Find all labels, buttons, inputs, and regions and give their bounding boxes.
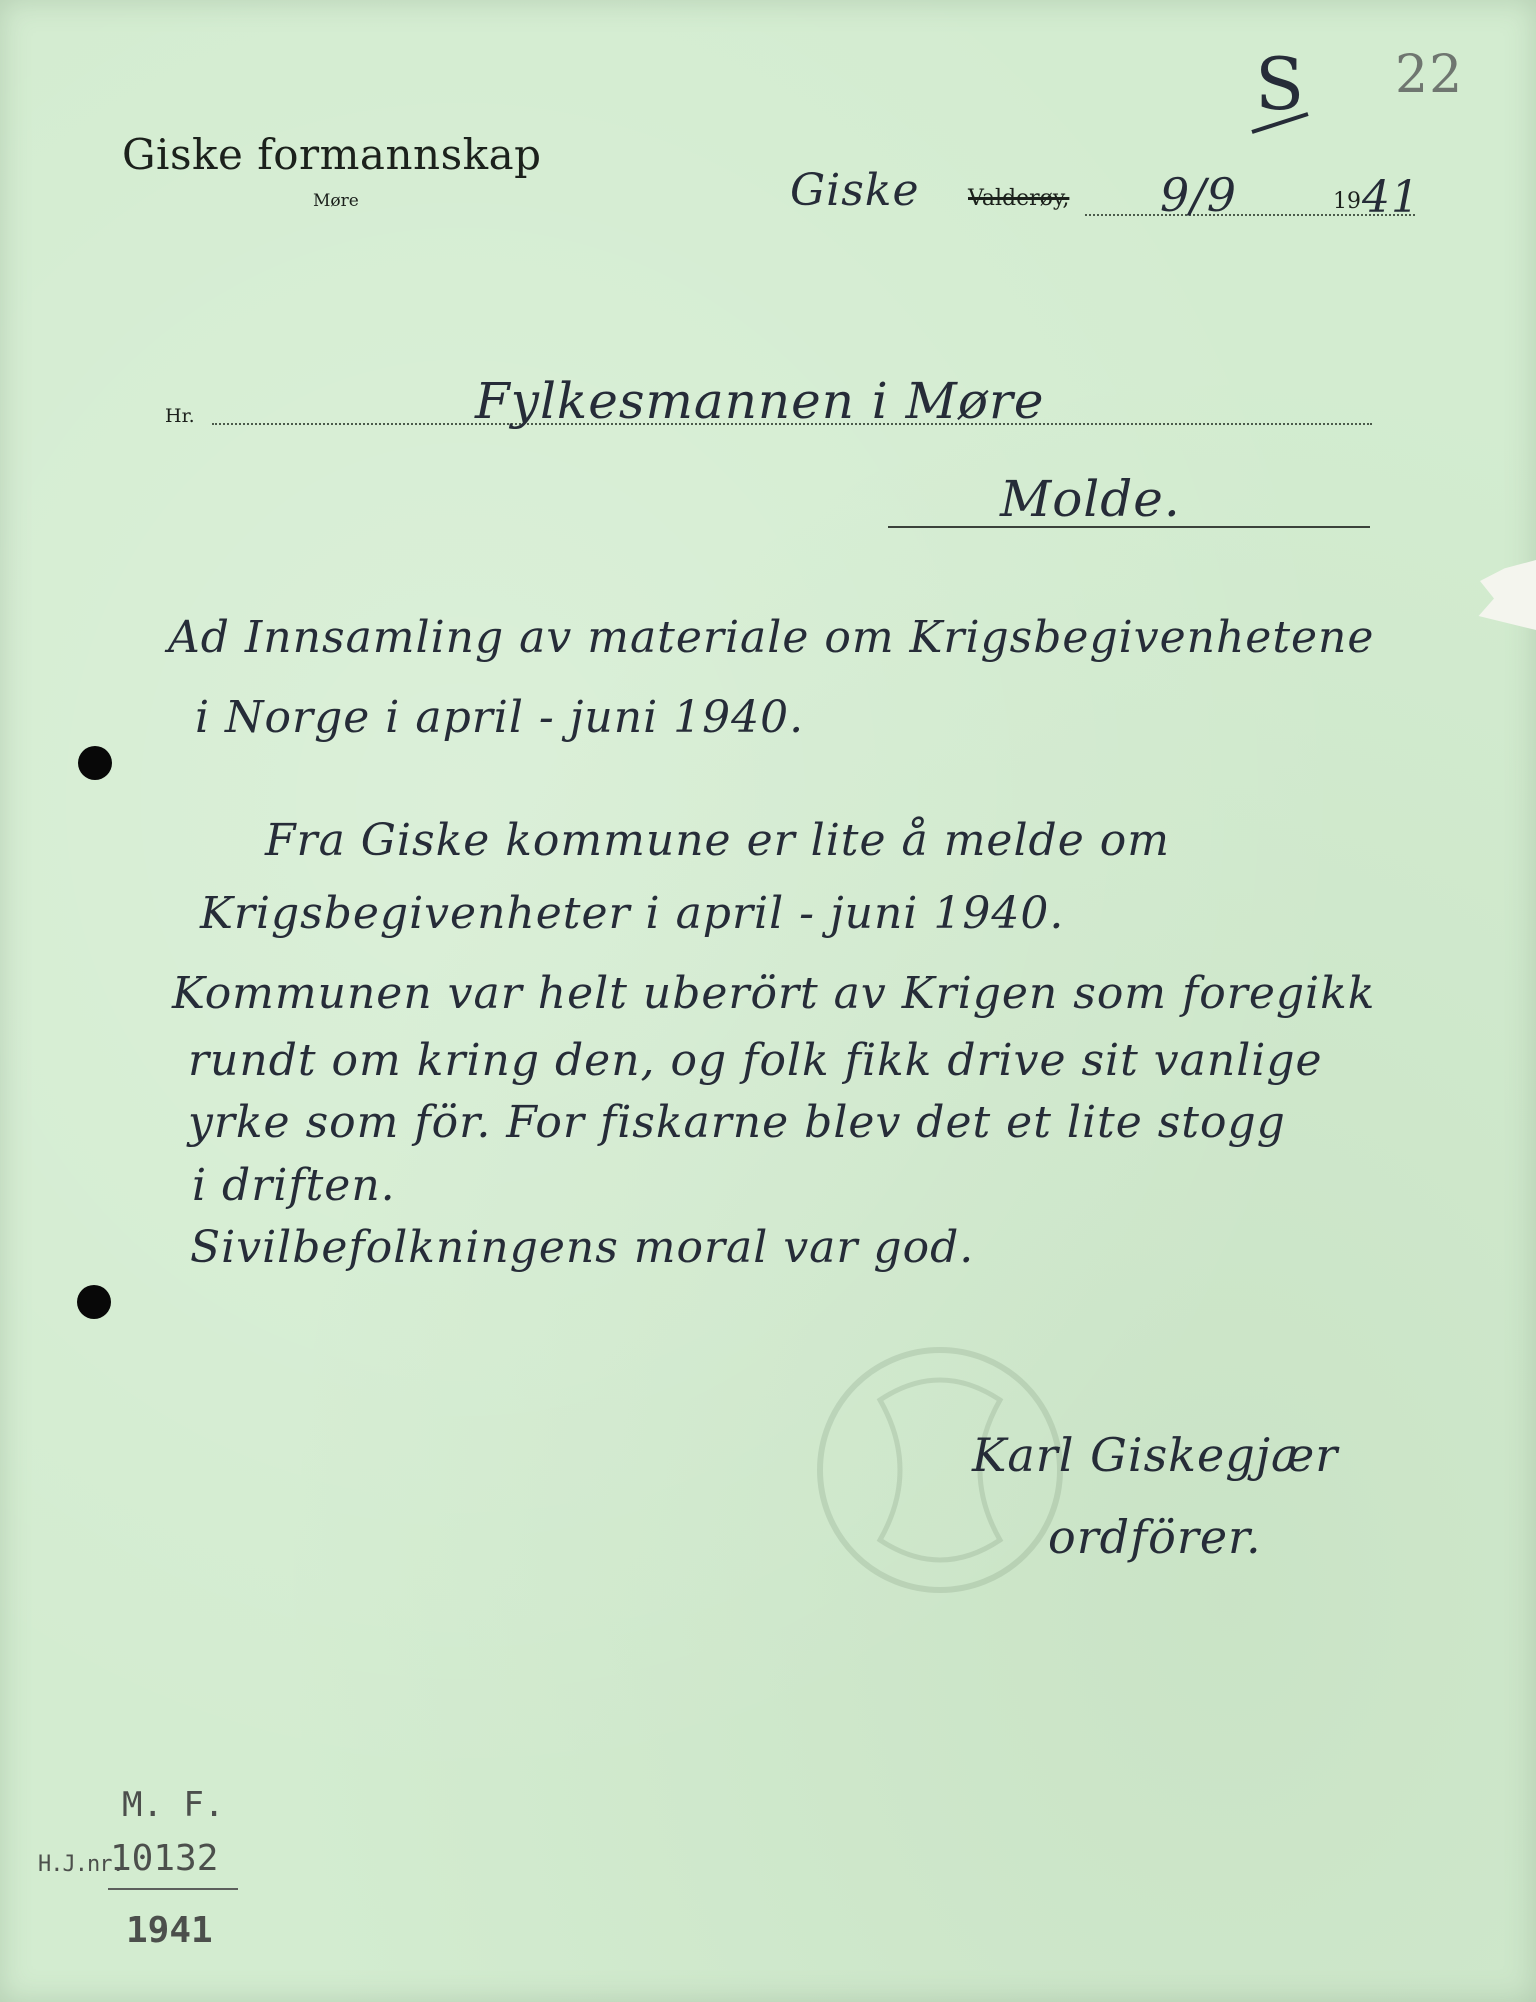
body-line-7: Sivilbefolkningens moral var god. [190, 1222, 975, 1273]
letterhead-title: Giske formannskap [122, 130, 542, 179]
stamp-divider [108, 1888, 238, 1890]
recipient-city: Molde. [1000, 470, 1181, 528]
signature-name: Karl Giskegjær [972, 1428, 1339, 1482]
stamp-initials: M. F. [122, 1785, 225, 1825]
stamp-year: 1941 [126, 1910, 213, 1951]
subject-line-2: i Norge i april - juni 1940. [195, 692, 805, 743]
body-line-3: Kommunen var helt uberört av Krigen som foregikk [172, 968, 1376, 1019]
body-line-6: i driften. [192, 1160, 396, 1211]
dateline-place-handwritten: Giske [790, 165, 920, 216]
signature-title: ordförer. [1048, 1510, 1262, 1564]
corner-number-mark: 22 [1395, 45, 1464, 105]
punch-hole-lower [77, 1285, 111, 1319]
dateline-year-printed: 19 [1333, 189, 1361, 214]
corner-letter-mark: S [1255, 42, 1306, 126]
recipient-prefix: Hr. [165, 405, 195, 427]
body-line-2: Krigsbegivenheter i april - juni 1940. [200, 888, 1065, 939]
dateline-year-handwritten: 41 [1362, 172, 1420, 223]
body-line-4: rundt om kring den, og folk fikk drive sit vanlige [188, 1035, 1323, 1086]
body-line-5: yrke som för. For fiskarne blev det et lite stogg [188, 1097, 1286, 1148]
punch-hole-upper [78, 746, 112, 780]
paper-tear [1466, 560, 1536, 630]
recipient-city-rule [888, 526, 1370, 528]
subject-line-1: Ad Innsamling av materiale om Krigsbegivenhetene [168, 612, 1375, 663]
letterhead-county: Møre [313, 191, 359, 211]
stamp-journal-label: H.J.nr. [38, 1852, 124, 1877]
dateline-date: 9/9 [1160, 168, 1238, 222]
dateline-place-struck: Valderøy, [968, 186, 1070, 211]
stamp-journal-number: 10132 [110, 1838, 219, 1879]
body-line-1: Fra Giske kommune er lite å melde om [265, 815, 1170, 866]
corner-underline-mark [1248, 108, 1318, 138]
recipient-name: Fylkesmannen i Møre [475, 372, 1045, 430]
